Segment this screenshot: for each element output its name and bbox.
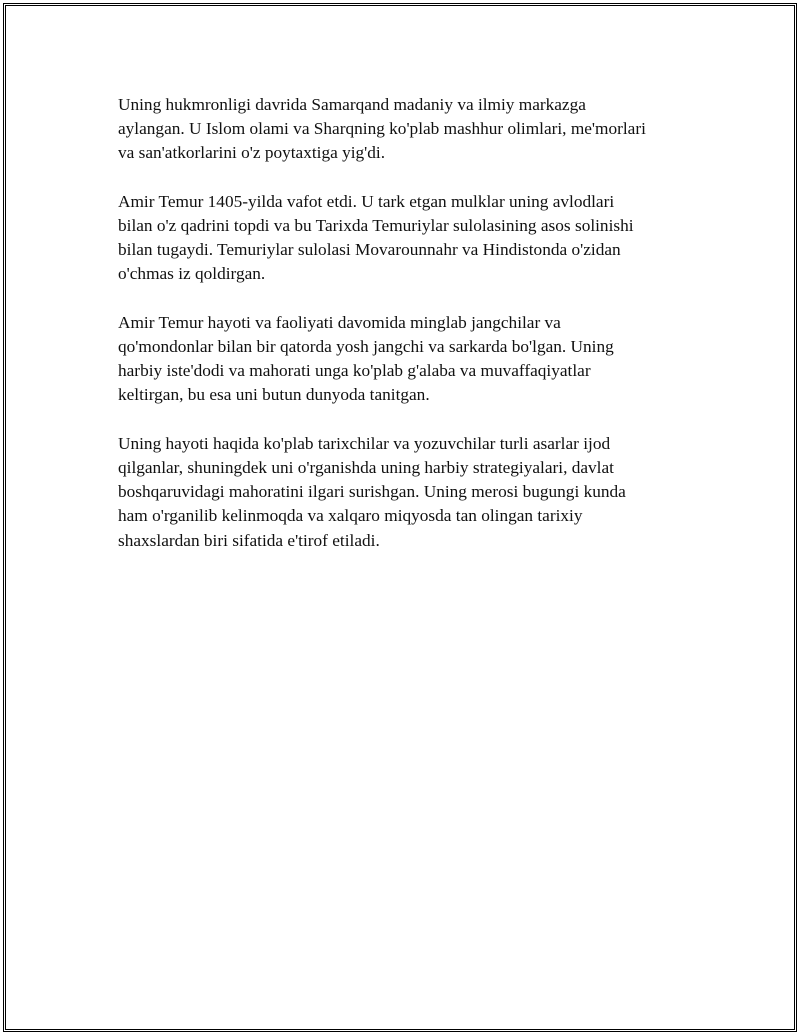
text-line: boshqaruvidagi mahoratini ilgari surishgan. Uning merosi bugungi kunda xyxy=(118,482,626,502)
text-line: Amir Temur 1405-yilda vafot etdi. U tark etgan mulklar uning avlodlari xyxy=(118,191,615,211)
text-line: Amir Temur hayoti va faoliyati davomida minglab jangchilar va xyxy=(118,312,561,332)
text-line: o'chmas iz qoldirgan. xyxy=(118,264,266,284)
text-line: qo'mondonlar bilan bir qatorda yosh jangchi va sarkarda bo'lgan. Uning xyxy=(118,337,614,356)
text-line: harbiy iste'dodi va mahorati unga ko'plab g'alaba va muvaffaqiyatlar xyxy=(118,361,591,381)
paragraph-1 xyxy=(118,93,698,166)
text-line: qilganlar, shuningdek uni o'rganishda uning harbiy strategiyalari, davlat xyxy=(118,458,614,477)
text-line: shaxslardan biri sifatida e'tirof etiladi. xyxy=(118,530,380,550)
paragraph-4 xyxy=(118,432,698,553)
text-line: Uning hayoti haqida ko'plab tarixchilar va yozuvchilar turli asarlar ijod xyxy=(118,433,611,453)
paragraph-3 xyxy=(118,311,698,408)
text-line: bilan tugaydi. Temuriylar sulolasi Movarounnahr va Hindistonda o'zidan xyxy=(118,240,621,260)
text-line: Uning hukmronligi davrida Samarqand madaniy va ilmiy markazga xyxy=(118,95,586,114)
paragraph-2 xyxy=(118,190,698,287)
text-line: aylangan. U Islom olami va Sharqning ko'plab mashhur olimlari, me'morlari xyxy=(118,119,646,139)
text-line: ham o'rganilib kelinmoqda va xalqaro miqyosda tan olingan tarixiy xyxy=(118,506,583,526)
document-body xyxy=(118,93,698,577)
text-line: keltirgan, bu esa uni butun dunyoda tanitgan. xyxy=(118,385,430,405)
text-line: bilan o'z qadrini topdi va bu Tarixda Temuriylar sulolasining asos solinishi xyxy=(118,216,634,235)
text-line: va san'atkorlarini o'z poytaxtiga yig'di. xyxy=(118,143,386,163)
